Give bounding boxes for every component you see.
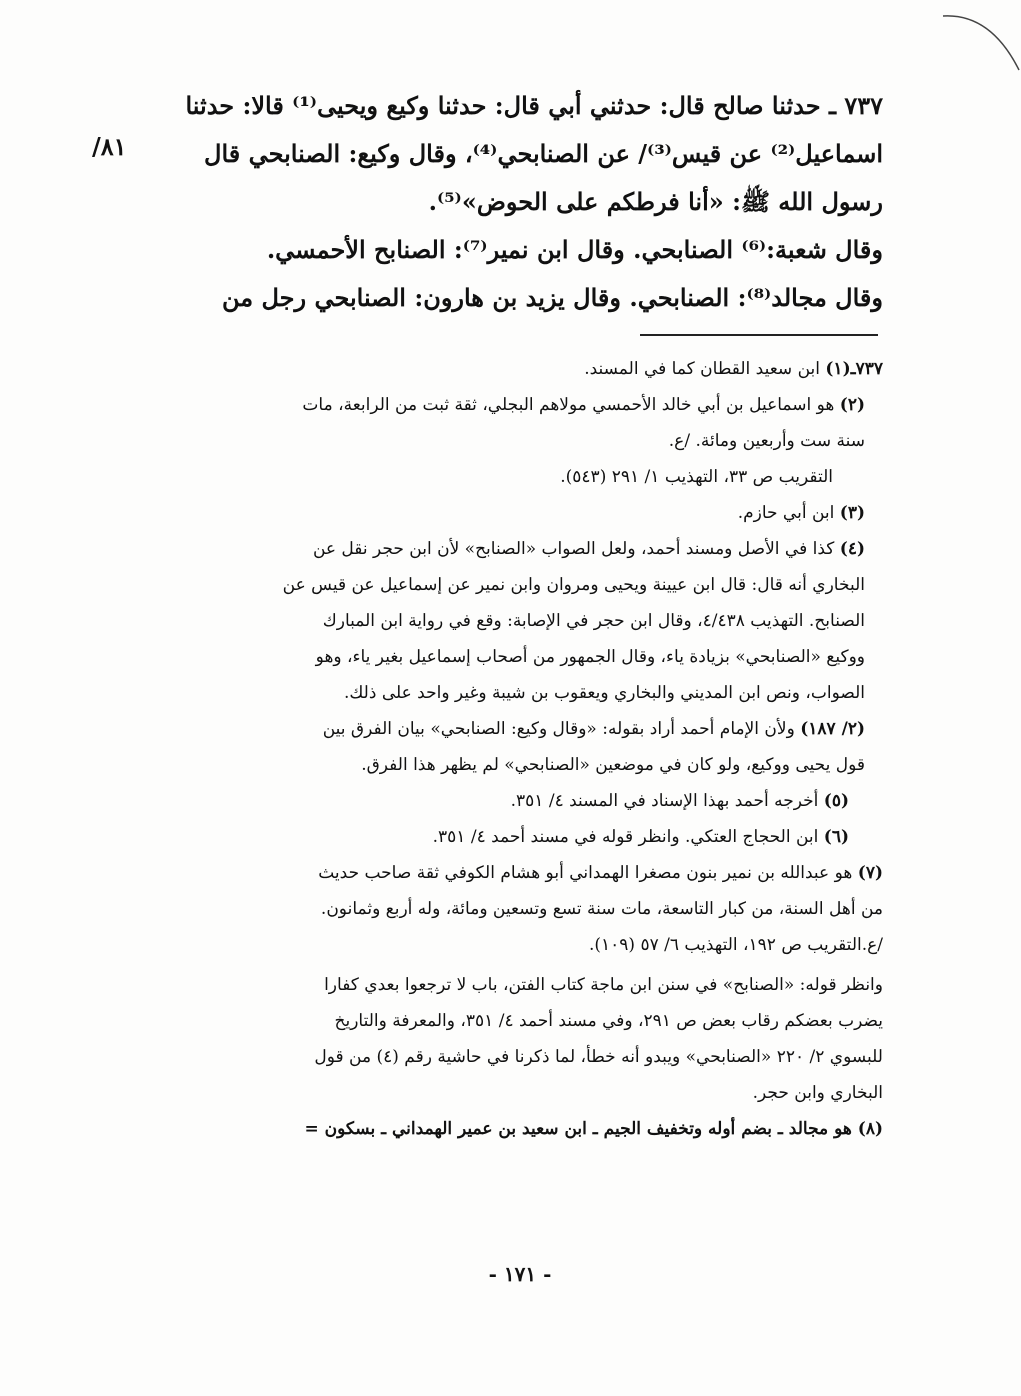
footnote-line	[143, 567, 883, 603]
footnote-line	[143, 1039, 883, 1075]
footnote-number: (٢)	[839, 395, 865, 415]
footnote-line	[143, 459, 883, 495]
footnote-text: أخرجه أحمد بهذا الإسناد في المسند ٤/ ٣٥١.	[510, 791, 819, 811]
footnote-text: ووكيع «الصنابحي» بزيادة ياء، وقال الجمهور من أصحاب إسماعيل بغير ياء، وهو	[315, 647, 865, 667]
footnote-number: (٧)	[857, 863, 883, 883]
footnote-line	[143, 891, 883, 927]
footnote-text: وانظر قوله: «الصنابح» في سنن ابن ماجة كتاب الفتن، باب لا ترجعوا بعدي كفارا	[324, 975, 883, 995]
footnote-text: يضرب بعضكم رقاب بعض ص ٢٩١، وفي مسند أحمد ٤/ ٣٥١، والمعرفة والتاريخ	[334, 1011, 883, 1031]
footnote-line	[143, 747, 883, 783]
footnote-text: التقريب ص ٣٣، التهذيب ١/ ٢٩١ (٥٤٣).	[560, 467, 833, 487]
footnote-line	[143, 927, 883, 963]
footnote-text: الصنابح. التهذيب ٤/٤٣٨، وقال ابن حجر في الإصابة: وقع في رواية ابن المبارك	[322, 611, 865, 631]
footnote-line	[143, 1111, 883, 1147]
footnote-text: هو عبدالله بن نمير بنون مصغرا الهمداني أبو هشام الكوفي ثقة صاحب حديث	[318, 863, 853, 883]
main-line: اسماعيل⁽²⁾ عن قيس⁽³⁾/ عن الصنابحي⁽⁴⁾، وقال وكيع: الصنابحي قال	[204, 139, 883, 168]
margin-reference: ٨١/	[92, 132, 127, 161]
footnote-line	[143, 967, 883, 1003]
main-line: رسول الله ﷺ: «أنا فرطكم على الحوض»⁽⁵⁾.	[428, 187, 883, 216]
footnote-text: هو مجالد ـ بضم أوله وتخفيف الجيم ـ ابن سعيد بن عمير الهمداني ـ بسكون =	[304, 1119, 852, 1139]
footnote-line	[143, 783, 883, 819]
footnote-line	[143, 711, 883, 747]
footnote-text: سنة ست وأربعين ومائة. /ع.	[668, 431, 865, 451]
footnote-text: ابن سعيد القطان كما في المسند.	[584, 359, 820, 379]
footnote-text: من أهل السنة، من كبار التاسعة، مات سنة تسع وتسعين ومائة، وله أربع وثمانون.	[320, 899, 883, 919]
footnote-text: للبسوي ٢/ ٢٢٠ «الصنابحي» ويبدو أنه خطأ، لما ذكرنا في حاشية رقم (٤) من قول	[314, 1047, 883, 1067]
footnote-text: /ع.التقريب ص ١٩٢، التهذيب ٦/ ٥٧ (١٠٩).	[588, 935, 883, 955]
footnote-text: ولأن الإمام أحمد أراد بقوله: «وقال وكيع: الصنابحي» بيان الفرق بين	[322, 719, 795, 739]
footnotes	[143, 351, 883, 1147]
footnote-line	[143, 351, 883, 387]
footnote-text: ابن الحجاج العتكي. وانظر قوله في مسند أحمد ٤/ ٣٥١.	[432, 827, 819, 847]
footnote-number: ٧٣٧ـ(١)	[825, 359, 883, 379]
footnote-line	[143, 423, 883, 459]
footnote-number: (٢/ ١٨٧)	[800, 719, 865, 739]
footnote-line	[143, 675, 883, 711]
page-number: - ١٧١ -	[488, 1262, 552, 1286]
footnote-line	[143, 819, 883, 855]
footnote-number: (٣)	[839, 503, 865, 523]
page-edge-curl	[941, 4, 1021, 74]
footnote-line	[143, 603, 883, 639]
footnote-text: الصواب، ونص ابن المديني والبخاري ويعقوب بن شيبة وغير واحد على ذلك.	[343, 683, 865, 703]
footnote-number: (٤)	[839, 539, 865, 559]
footnote-number: (٥)	[823, 791, 849, 811]
footnote-line	[143, 1003, 883, 1039]
main-line: وقال مجالد⁽⁸⁾: الصنابحي. وقال يزيد بن هارون: الصنابحي رجل من	[222, 283, 883, 312]
footnote-text: البخاري وابن حجر.	[752, 1083, 883, 1103]
footnote-line	[143, 855, 883, 891]
footnote-number: (٨)	[857, 1119, 883, 1139]
footnote-line	[143, 495, 883, 531]
footnote-text: ابن أبي حازم.	[737, 503, 835, 523]
main-text	[143, 82, 883, 322]
main-line: وقال شعبة:⁽⁶⁾ الصنابحي. وقال ابن نمير⁽⁷⁾: الصنابح الأحمسي.	[266, 235, 883, 264]
footnote-text: كذا في الأصل ومسند أحمد، ولعل الصواب «الصنابح» لأن ابن حجر نقل عن	[312, 539, 835, 559]
footnote-text: هو اسماعيل بن أبي خالد الأحمسي مولاهم البجلي، ثقة ثبت من الرابعة، مات	[302, 395, 835, 415]
footnote-number: (٦)	[823, 827, 849, 847]
footnote-line	[143, 1075, 883, 1111]
footnote-line	[143, 531, 883, 567]
footnote-line	[143, 387, 883, 423]
footnote-text: البخاري أنه قال: قال ابن عيينة ويحيى ومروان وابن نمير عن إسماعيل عن قيس عن	[282, 575, 865, 595]
footnote-line	[143, 639, 883, 675]
main-line: ٧٣٧ ـ حدثنا صالح قال: حدثني أبي قال: حدثنا وكيع ويحيى⁽¹⁾ قالا: حدثنا	[185, 91, 883, 120]
footnote-separator	[640, 334, 878, 336]
footnote-text: قول يحيى ووكيع، ولو كان في موضعين «الصنابحي» لم يظهر هذا الفرق.	[361, 755, 865, 775]
